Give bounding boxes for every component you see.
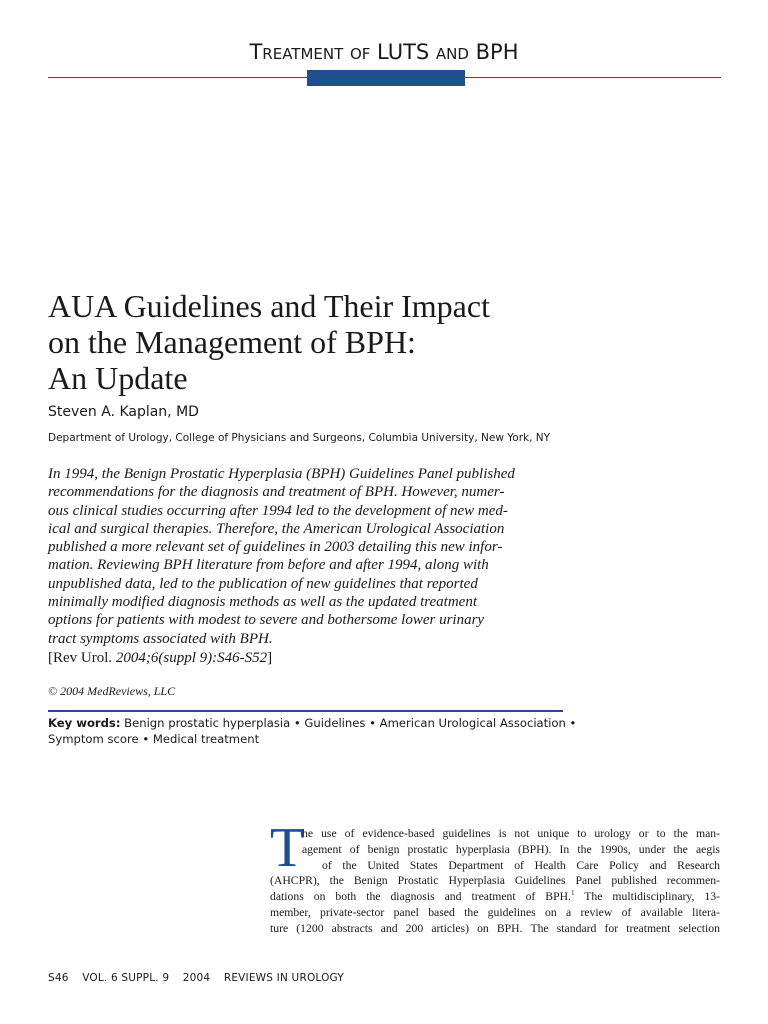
title-line: An Update — [48, 360, 188, 396]
body-line-text: dations on both the diagnosis and treatment of BPH. — [270, 890, 571, 904]
title-line: AUA Guidelines and Their Impact — [48, 288, 490, 324]
drop-cap: T — [270, 817, 305, 879]
abstract-line: options for patients with modest to severe and bothersome lower urinary — [48, 612, 485, 629]
citation-suffix: ] — [267, 650, 273, 666]
body-line: ture (1200 abstracts and 200 articles) on BPH. The standard for treatment selection — [270, 921, 720, 935]
keywords-text: Benign prostatic hyperplasia • Guidelines • American Urological Association • — [124, 716, 577, 730]
keywords-line — [48, 715, 588, 731]
abstract-line: mation. Reviewing BPH literature from before and after 1994, along with — [48, 557, 489, 574]
body-line: member, private-sector panel based the guidelines on a review of available litera- — [270, 905, 720, 919]
keywords-line: Symptom score • Medical treatment — [48, 732, 260, 746]
volume-info: VOL. 6 SUPPL. 9 — [82, 972, 170, 984]
body-line-text: The multidisciplinary, 13- — [574, 890, 720, 904]
author-name: Steven A. Kaplan, MD — [48, 404, 199, 420]
body-line: (AHCPR), the Benign Prostatic Hyperplasia Guidelines Panel published recommen- — [270, 874, 720, 888]
body-line: agement of benign prostatic hyperplasia (BPH). In the 1990s, under the aegis — [302, 842, 720, 856]
abstract-line: published a more relevant set of guidelines in 2003 detailing this new infor- — [48, 539, 503, 556]
citation-ref: 2004;6(suppl 9):S46-S52 — [115, 650, 268, 666]
abstract-line: recommendations for the diagnosis and treatment of BPH. However, numer- — [48, 484, 505, 501]
citation — [48, 649, 272, 667]
article-title — [48, 288, 608, 396]
reference-marker: 1 — [570, 889, 575, 898]
copyright-notice: © 2004 MedReviews, LLC — [48, 684, 176, 698]
body-line: of the United States Department of Health Care Policy and Research — [322, 858, 720, 872]
page-number: S46 — [48, 972, 69, 984]
keywords-rule — [48, 710, 563, 712]
body-text — [270, 826, 720, 937]
abstract-line: tract symptoms associated with BPH. — [48, 630, 273, 647]
header-accent-bar — [307, 70, 465, 86]
author-affiliation: Department of Urology, College of Physicians and Surgeons, Columbia University, New York, NY — [48, 432, 551, 444]
section-header: Treatment of LUTS and BPH — [249, 40, 519, 64]
body-line — [270, 889, 720, 905]
title-line: on the Management of BPH: — [48, 324, 416, 360]
abstract-line: ical and surgical therapies. Therefore, the American Urological Association — [48, 520, 505, 537]
abstract-line: unpublished data, led to the publication of new guidelines that reported — [48, 575, 478, 592]
citation-prefix: [Rev Urol. — [48, 650, 116, 666]
keywords-label: Key words: — [48, 716, 121, 730]
page-footer — [48, 972, 354, 984]
abstract-line: minimally modified diagnosis methods as well as the updated treatment — [48, 594, 477, 611]
abstract-line: ous clinical studies occurring after 1994 led to the development of new med- — [48, 502, 508, 519]
year: 2004 — [182, 972, 211, 984]
abstract-line: In 1994, the Benign Prostatic Hyperplasia (BPH) Guidelines Panel published — [48, 466, 515, 482]
journal-name: REVIEWS IN UROLOGY — [223, 972, 344, 984]
keywords — [48, 715, 588, 747]
abstract — [48, 465, 568, 648]
body-line: he use of evidence-based guidelines is not unique to urology or to the man- — [302, 827, 720, 840]
